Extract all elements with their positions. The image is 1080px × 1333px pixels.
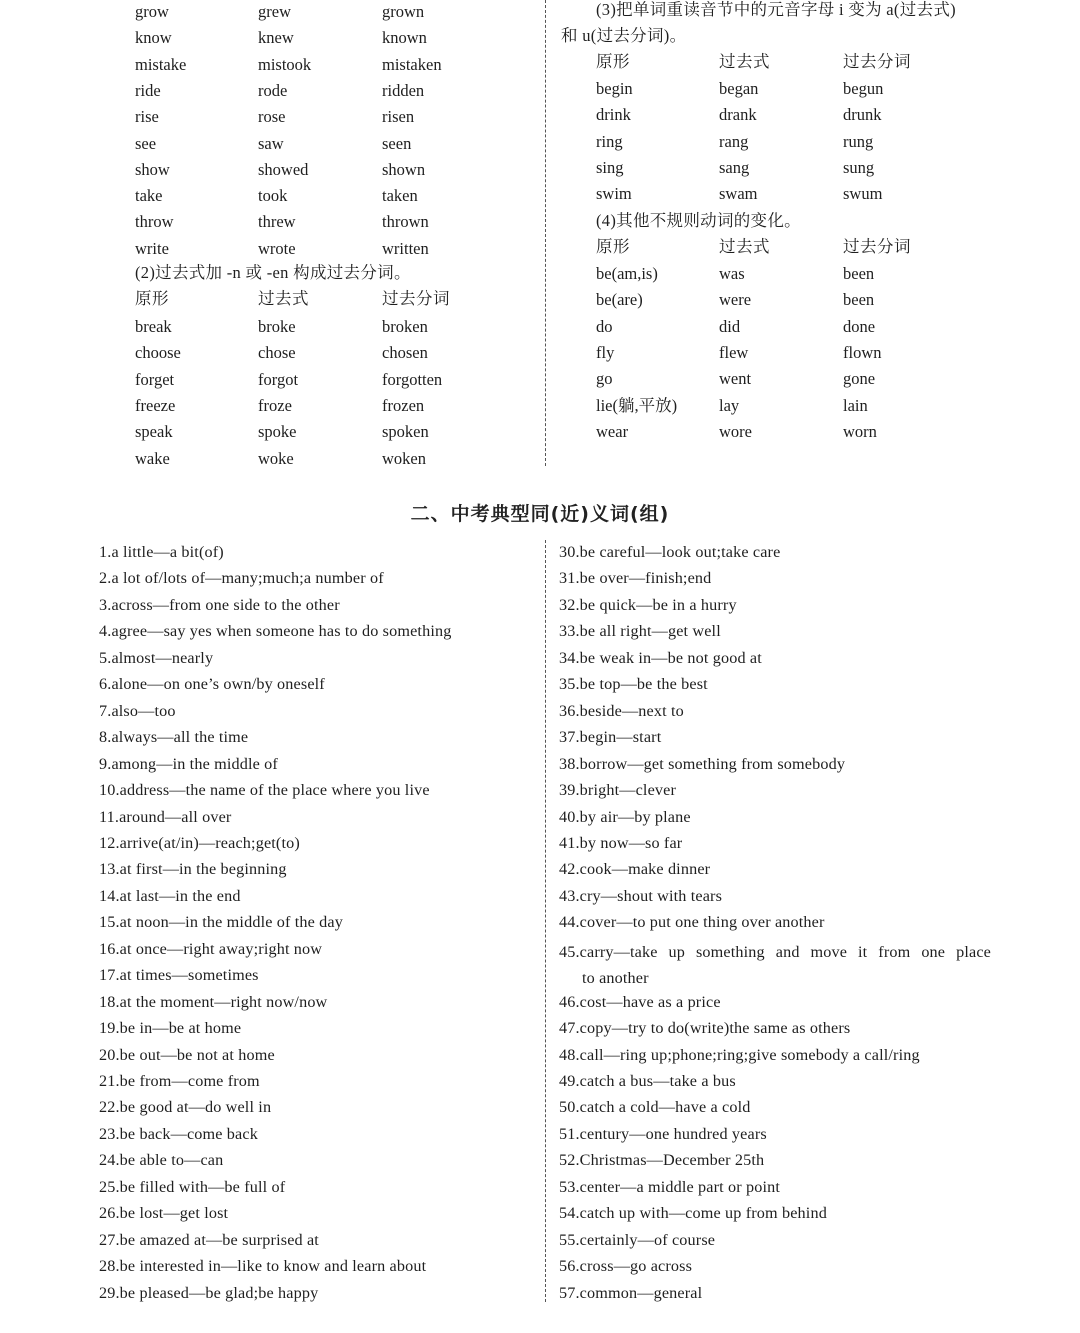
past-participle-cell: spoken xyxy=(382,422,429,442)
synonym-entry: 41.by now—so far xyxy=(559,833,683,852)
synonym-entry: 57.common—general xyxy=(559,1283,703,1302)
base-form-cell: show xyxy=(135,159,170,179)
synonym-entry: 2.a lot of/lots of—many;much;a number of xyxy=(99,569,384,588)
synonym-entry: 18.at the moment—right now/now xyxy=(99,992,328,1011)
synonym-entry: 13.at first—in the beginning xyxy=(99,860,287,879)
synonym-entry: 38.borrow—get something from somebody xyxy=(559,754,846,773)
section-3-heading-line1: (3)把单词重读音节中的元音字母 i 变为 a(过去式) xyxy=(596,0,956,19)
base-form-cell: break xyxy=(135,317,172,336)
synonym-entry: 47.copy—try to do(write)the same as others xyxy=(559,1019,851,1038)
past-participle-cell: swum xyxy=(843,184,883,204)
section-4-heading: (4)其他不规则动词的变化。 xyxy=(596,211,801,230)
synonym-entry: 16.at once—right away;right now xyxy=(99,939,323,958)
base-form-cell: ride xyxy=(135,80,161,100)
past-tense-cell: mistook xyxy=(258,54,312,74)
past-tense-cell: spoke xyxy=(258,422,297,442)
synonym-entry: 40.by air—by plane xyxy=(559,807,691,826)
header-past-tense: 过去式 xyxy=(719,237,770,256)
past-participle-cell: begun xyxy=(843,79,884,98)
header-past-participle: 过去分词 xyxy=(843,237,911,256)
past-tense-cell: rode xyxy=(258,80,288,100)
past-participle-cell: broken xyxy=(382,317,428,336)
synonym-entry: 21.be from—come from xyxy=(99,1072,260,1090)
column-divider-top xyxy=(545,0,546,466)
past-participle-cell: seen xyxy=(382,133,412,153)
base-form-cell: swim xyxy=(596,184,632,204)
past-participle-cell: chosen xyxy=(382,343,428,363)
synonym-entry: 11.around—all over xyxy=(99,807,232,826)
past-participle-cell: drunk xyxy=(843,105,882,125)
base-form-cell: ring xyxy=(596,131,623,151)
header-base-form: 原形 xyxy=(596,237,630,256)
synonym-entry: 22.be good at—do well in xyxy=(99,1098,272,1117)
synonym-entry: 50.catch a cold—have a cold xyxy=(559,1098,751,1117)
past-participle-cell: frozen xyxy=(382,395,425,415)
past-participle-cell: mistaken xyxy=(382,54,442,74)
past-participle-cell: worn xyxy=(843,421,877,441)
base-form-cell: sing xyxy=(596,157,624,177)
past-participle-cell: sung xyxy=(843,157,875,177)
synonym-entry: 19.be in—be at home xyxy=(99,1019,242,1038)
synonym-entry: 52.Christmas—December 25th xyxy=(559,1151,765,1170)
past-tense-cell: was xyxy=(719,264,745,283)
synonym-entry: 48.call—ring up;phone;ring;give somebody a call/ring xyxy=(559,1045,920,1064)
past-tense-cell: grew xyxy=(258,2,291,21)
section-3-heading-line2: 和 u(过去分词)。 xyxy=(561,26,687,45)
base-form-cell: mistake xyxy=(135,54,187,74)
past-participle-cell: written xyxy=(382,238,429,258)
base-form-cell: drink xyxy=(596,105,631,125)
past-tense-cell: rang xyxy=(719,131,749,151)
synonym-entry: 39.bright—clever xyxy=(559,781,677,800)
past-tense-cell: knew xyxy=(258,28,294,48)
base-form-cell: do xyxy=(596,316,613,336)
base-form-cell: rise xyxy=(135,107,159,127)
synonym-entry: 23.be back—come back xyxy=(99,1124,258,1143)
synonym-entry: 43.cry—shout with tears xyxy=(559,886,723,905)
synonym-entry: 27.be amazed at—be surprised at xyxy=(99,1230,319,1249)
past-tense-cell: chose xyxy=(258,343,296,363)
synonym-entry: 54.catch up with—come up from behind xyxy=(559,1204,827,1223)
base-form-cell: know xyxy=(135,28,172,48)
past-tense-cell: rose xyxy=(258,107,286,127)
past-tense-cell: sang xyxy=(719,157,750,177)
synonym-entry: 4.agree—say yes when someone has to do something xyxy=(99,622,452,641)
synonym-entry xyxy=(559,939,991,992)
synonym-entry: 55.certainly—of course xyxy=(559,1230,716,1249)
past-participle-cell: shown xyxy=(382,159,426,179)
synonym-entry: 33.be all right—get well xyxy=(559,622,721,641)
synonym-entry: 14.at last—in the end xyxy=(99,886,241,905)
past-tense-cell: drank xyxy=(719,105,757,125)
synonym-entry: 34.be weak in—be not good at xyxy=(559,648,762,667)
past-participle-cell: ridden xyxy=(382,80,425,100)
past-tense-cell: lay xyxy=(719,395,740,415)
past-tense-cell: flew xyxy=(719,342,749,362)
past-participle-cell: gone xyxy=(843,369,876,389)
synonym-entry: 46.cost—have as a price xyxy=(559,992,721,1011)
base-form-cell: grow xyxy=(135,2,169,21)
synonym-entry: 8.always—all the time xyxy=(99,728,249,747)
synonym-entry: 10.address—the name of the place where you live xyxy=(99,781,430,800)
base-form-cell: wake xyxy=(135,448,170,468)
past-participle-cell: lain xyxy=(843,395,868,415)
base-form-cell: write xyxy=(135,238,169,258)
section-2-heading: (2)过去式加 -n 或 -en 构成过去分词。 xyxy=(135,263,411,282)
past-tense-cell: wore xyxy=(719,421,752,441)
synonym-entry: 25.be filled with—be full of xyxy=(99,1177,286,1196)
past-tense-cell: forgot xyxy=(258,369,299,389)
base-form-cell: be(are) xyxy=(596,290,643,310)
past-participle-cell: forgotten xyxy=(382,369,443,389)
synonym-entry: 6.alone—on one’s own/by oneself xyxy=(99,675,325,694)
synonym-entry: 51.century—one hundred years xyxy=(559,1124,767,1143)
past-tense-cell: began xyxy=(719,79,759,98)
synonym-entry: 28.be interested in—like to know and learn about xyxy=(99,1257,427,1276)
base-form-cell: take xyxy=(135,186,163,206)
synonym-entry: 42.cook—make dinner xyxy=(559,860,711,879)
synonym-entry: 24.be able to—can xyxy=(99,1151,224,1170)
synonym-entry: 1.a little—a bit(of) xyxy=(99,543,224,561)
synonym-entry-line1: 45.carry—take up something and move it from one place xyxy=(559,942,991,961)
synonym-entry: 53.center—a middle part or point xyxy=(559,1177,781,1196)
base-form-cell: freeze xyxy=(135,395,176,415)
synonym-entry: 29.be pleased—be glad;be happy xyxy=(99,1283,319,1302)
past-participle-cell: done xyxy=(843,316,876,336)
base-form-cell: be(am,is) xyxy=(596,264,658,283)
base-form-cell: speak xyxy=(135,422,173,442)
base-form-cell: forget xyxy=(135,369,175,389)
synonym-entry: 30.be careful—look out;take care xyxy=(559,543,781,561)
synonym-entry: 15.at noon—in the middle of the day xyxy=(99,913,343,932)
header-past-participle: 过去分词 xyxy=(382,289,450,308)
past-tense-cell: threw xyxy=(258,212,296,232)
header-base-form: 原形 xyxy=(135,289,169,308)
past-tense-cell: showed xyxy=(258,159,309,179)
synonym-entry: 49.catch a bus—take a bus xyxy=(559,1072,736,1090)
past-participle-cell: grown xyxy=(382,2,425,21)
past-participle-cell: known xyxy=(382,28,427,48)
past-tense-cell: took xyxy=(258,186,288,206)
synonym-entry: 7.also—too xyxy=(99,701,176,720)
base-form-cell: see xyxy=(135,133,157,153)
header-base-form: 原形 xyxy=(596,52,630,71)
past-participle-cell: risen xyxy=(382,107,415,127)
past-participle-cell: been xyxy=(843,264,875,283)
past-tense-cell: went xyxy=(719,369,752,389)
column-divider-bottom xyxy=(545,540,546,1302)
synonyms-section-title: 二、中考典型同(近)义词(组) xyxy=(410,503,670,525)
synonym-entry: 20.be out—be not at home xyxy=(99,1045,275,1064)
synonym-entry: 36.beside—next to xyxy=(559,701,684,720)
past-tense-cell: swam xyxy=(719,184,758,204)
past-participle-cell: woken xyxy=(382,448,426,468)
synonym-entry: 44.cover—to put one thing over another xyxy=(559,913,825,932)
synonym-entry: 12.arrive(at/in)—reach;get(to) xyxy=(99,833,300,852)
header-past-participle: 过去分词 xyxy=(843,52,911,71)
base-form-cell: throw xyxy=(135,212,174,232)
base-form-cell: fly xyxy=(596,342,615,362)
header-past-tense: 过去式 xyxy=(258,289,309,308)
past-participle-cell: flown xyxy=(843,342,882,362)
synonym-entry: 26.be lost—get lost xyxy=(99,1204,229,1223)
base-form-cell: begin xyxy=(596,79,633,98)
header-past-tense: 过去式 xyxy=(719,52,770,71)
past-participle-cell: taken xyxy=(382,186,418,206)
past-tense-cell: saw xyxy=(258,133,284,153)
synonym-entry: 17.at times—sometimes xyxy=(99,966,259,985)
past-tense-cell: froze xyxy=(258,395,292,415)
synonym-entry: 32.be quick—be in a hurry xyxy=(559,595,737,614)
synonym-entry-line2: to another xyxy=(582,969,649,988)
synonym-entry: 37.begin—start xyxy=(559,728,662,747)
past-participle-cell: thrown xyxy=(382,212,429,232)
base-form-cell: lie(躺,平放) xyxy=(596,395,678,415)
synonym-entry: 9.among—in the middle of xyxy=(99,754,278,773)
base-form-cell: wear xyxy=(596,421,629,441)
base-form-cell: choose xyxy=(135,343,181,363)
synonym-entry: 3.across—from one side to the other xyxy=(99,595,340,614)
synonym-entry: 35.be top—be the best xyxy=(559,675,708,694)
past-tense-cell: broke xyxy=(258,317,296,336)
past-tense-cell: woke xyxy=(258,448,294,468)
synonym-entry: 5.almost—nearly xyxy=(99,648,214,667)
past-tense-cell: wrote xyxy=(258,238,296,258)
past-tense-cell: were xyxy=(719,290,752,310)
base-form-cell: go xyxy=(596,369,613,389)
past-participle-cell: been xyxy=(843,290,875,310)
synonym-entry: 56.cross—go across xyxy=(559,1257,693,1276)
past-participle-cell: rung xyxy=(843,131,874,151)
synonym-entry: 31.be over—finish;end xyxy=(559,569,712,588)
past-tense-cell: did xyxy=(719,316,741,336)
